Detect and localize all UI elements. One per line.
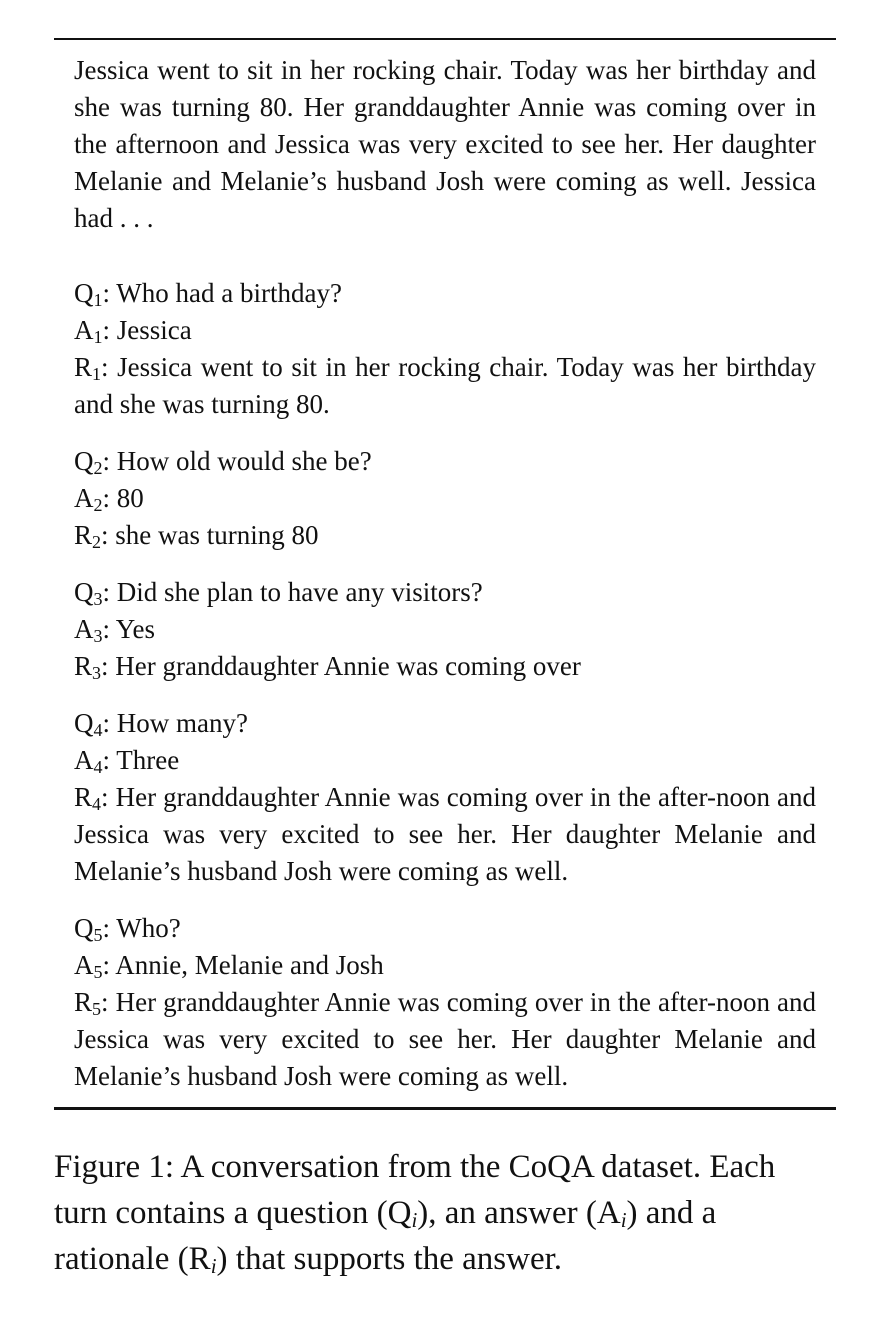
answer-text: 80 — [116, 483, 144, 513]
question-text: Who had a birthday? — [116, 278, 342, 308]
question-line: $Q_5$: Who? — [74, 913, 181, 945]
answer-line: $A_4$: Three — [74, 745, 180, 777]
rationale-line: $R_5$: Her granddaughter Annie was coming over in the after-noon and Jessica was very excited to see her. Her daughter Melanie and Melanie’s husband Josh were coming as well. — [74, 987, 816, 1091]
question-line: $Q_4$: How many? — [74, 708, 248, 740]
bottom-rule — [54, 1107, 836, 1110]
rationale-text: Her granddaughter Annie was coming over in the after-noon and Jessica was very excited to see her. Her daughter Melanie and Melanie’s husband Josh were coming as well. — [74, 782, 816, 886]
rationale-line: $R_2$: she was turning 80 — [74, 520, 319, 552]
question-line: $Q_2$: How old would she be? — [74, 446, 372, 478]
answer-line: $A_3$: Yes — [74, 614, 156, 646]
story-passage: Jessica went to sit in her rocking chair. Today was her birthday and she was turning 80. Her granddaughter Annie was coming over in the afternoon and Jessica was very excited to see her. Her daughter Melanie and Melanie’s husband Josh were coming as well. Jessica had . . . — [74, 55, 816, 233]
answer-line: $A_5$: Annie, Melanie and Josh — [74, 950, 384, 982]
rationale-text: Her granddaughter Annie was coming over in the after-noon and Jessica was very excited to see her. Her daughter Melanie and Melanie’s husband Josh were coming as well. — [74, 987, 816, 1091]
rationale-text: Her granddaughter Annie was coming over — [115, 651, 581, 681]
caption-label: Figure 1: — [54, 1149, 175, 1185]
rationale-text: she was turning 80 — [115, 520, 319, 550]
qa-turn — [74, 574, 816, 685]
answer-text: Jessica — [116, 315, 192, 345]
rationale-line: $R_4$: Her granddaughter Annie was coming over in the after-noon and Jessica was very excited to see her. Her daughter Melanie and Melanie’s husband Josh were coming as well. — [74, 782, 816, 886]
figure-content — [54, 40, 836, 1107]
answer-text: Annie, Melanie and Josh — [115, 950, 384, 980]
rationale-text: Jessica went to sit in her rocking chair. Today was her birthday and she was turning 80. — [74, 352, 816, 419]
answer-line: $A_1$: Jessica — [74, 315, 192, 347]
question-text: How old would she be? — [116, 446, 372, 476]
qa-turn — [74, 275, 816, 423]
qa-turn — [74, 910, 816, 1095]
qa-turn — [74, 443, 816, 554]
answer-text: Yes — [115, 614, 156, 644]
question-text: Did she plan to have any visitors? — [116, 577, 483, 607]
question-text: How many? — [116, 708, 248, 738]
answer-text: Three — [116, 745, 180, 775]
answer-line: $A_2$: 80 — [74, 483, 144, 515]
rationale-line: $R_1$: Jessica went to sit in her rocking chair. Today was her birthday and she was turning 80. — [74, 352, 816, 419]
figure-box — [54, 38, 836, 1110]
figure-caption: Figure 1: A conversation from the CoQA dataset. Each turn contains a question $(Q_i)$, an answer $(A_i)$ and a rationale $(R_i)$ that supports the answer. — [54, 1149, 776, 1278]
question-line: $Q_3$: Did she plan to have any visitors? — [74, 577, 483, 609]
question-line: $Q_1$: Who had a birthday? — [74, 278, 342, 310]
question-text: Who? — [116, 913, 181, 943]
qa-turn — [74, 705, 816, 890]
rationale-line: $R_3$: Her granddaughter Annie was coming over — [74, 651, 581, 683]
